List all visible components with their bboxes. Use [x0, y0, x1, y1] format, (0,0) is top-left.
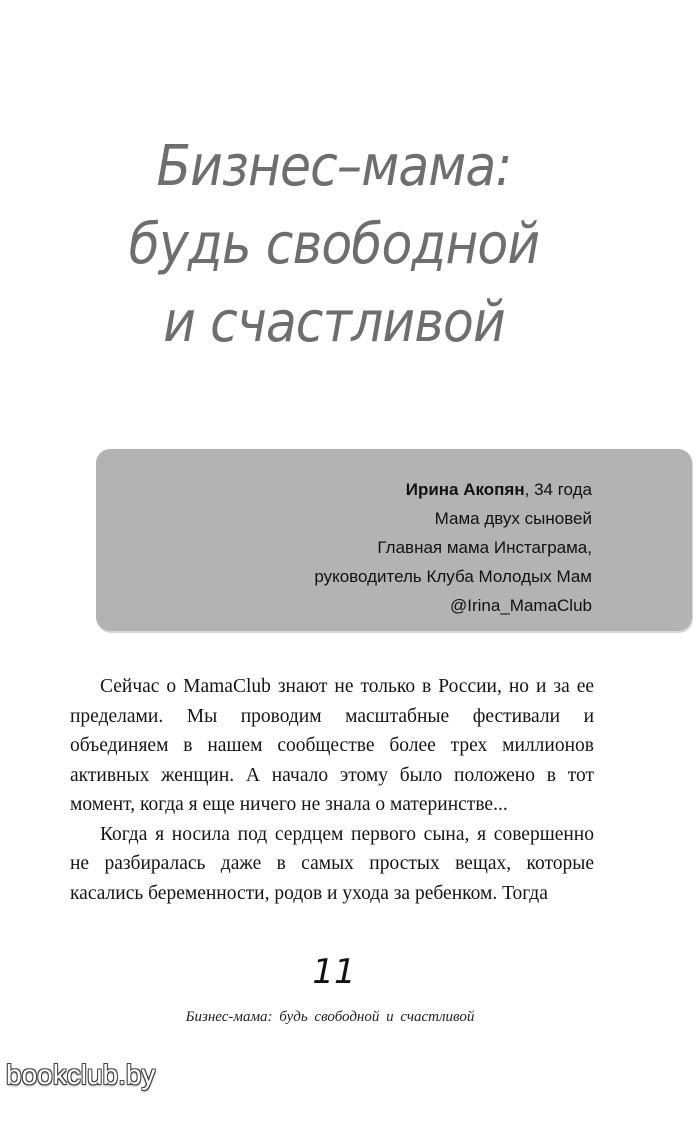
chapter-title	[0, 128, 668, 362]
body-text	[70, 672, 594, 908]
author-info-box	[96, 449, 692, 631]
author-handle: @Irina_MamaClub	[450, 596, 592, 615]
page-number: 11	[312, 952, 356, 992]
author-role-club: руководитель Клуба Молодых Мам	[314, 567, 592, 586]
author-role-instagram: Главная мама Инстаграма,	[377, 538, 592, 557]
author-name: Ирина Акопян	[405, 480, 525, 499]
watermark-logo: bookclub.by	[6, 1059, 156, 1090]
author-role-mother: Мама двух сыновей	[434, 509, 592, 528]
chapter-title-line-3: и счастливой	[163, 290, 505, 355]
chapter-title-line-2: будь свободной	[128, 212, 540, 277]
author-name-line	[314, 475, 592, 504]
paragraph-1: Сейчас о MamaClub знают не только в России, но и за ее пределами. Мы проводим масштабные фестивали и объединяем в нашем сообществе более трех миллионов активных женщин. А начало этому было положено в тот момент, когда я еще ничего не знала о материнстве...	[70, 676, 594, 815]
running-footer-title: Бизнес-мама: будь свободной и счастливой	[185, 1009, 475, 1025]
paragraph-2: Когда я носила под сердцем первого сына, я совершенно не разбиралась даже в самых простых вещах, которые касались беременности, родов и ухода за ребенком. Тогда	[70, 823, 594, 904]
author-details	[314, 475, 592, 620]
author-age: , 34 года	[524, 480, 592, 499]
chapter-title-line-1: Бизнес–мама:	[156, 134, 512, 199]
